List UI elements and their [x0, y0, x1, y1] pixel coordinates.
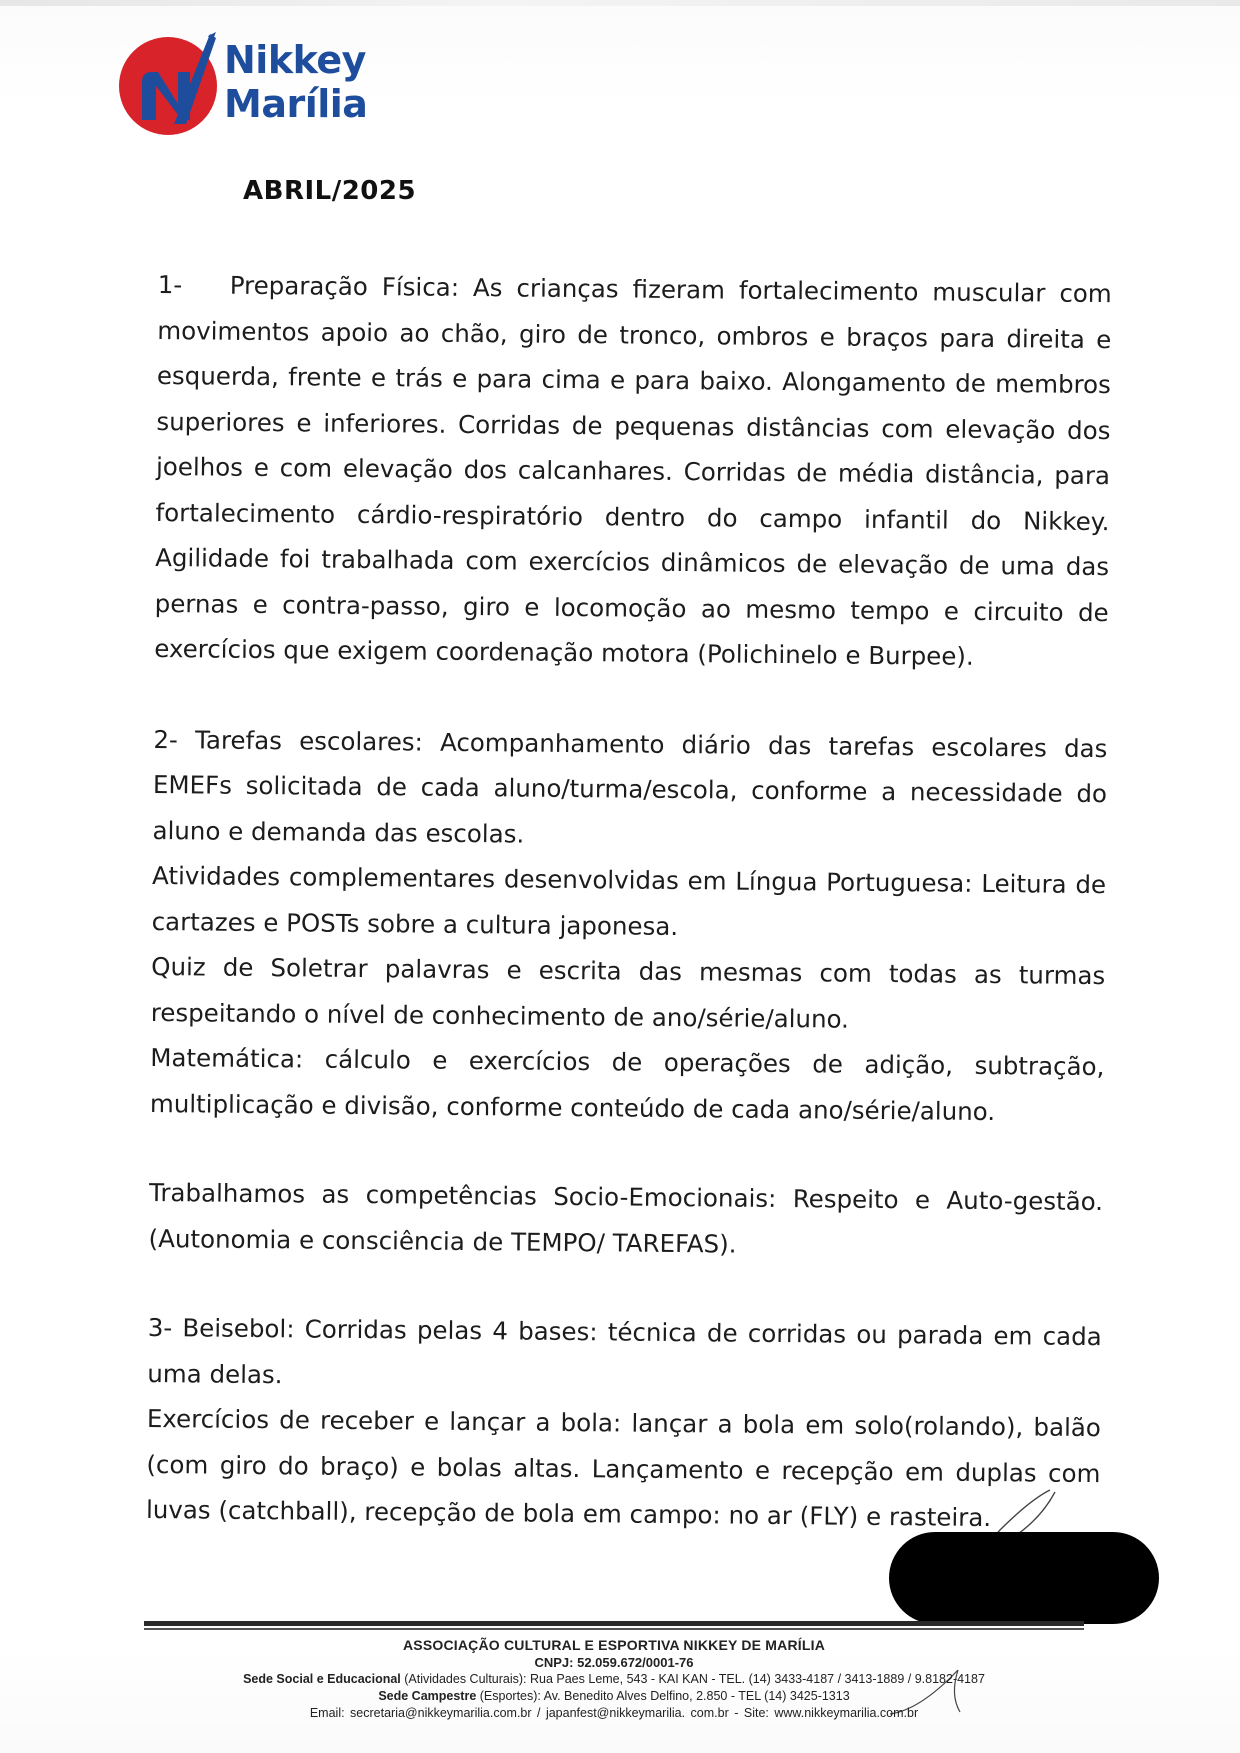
section-1-text: Preparação Física: As crianças fizeram fortalecimento muscular com movimentos apoio ao chão, giro de tronco, ombros e braços para direita e esquerda, frente e trás e para cima e para baixo. Alongamento de membros superiores e inferiores. Corridas de pequenas distâncias com elevação dos joelhos e com elevação dos calcanhares. Corridas de média distância, para fortalecimento cárdio-respiratório dentro do campo infantil do Nikkey. Agilidade foi trabalhada com exercícios dinâmicos de elevação de uma das pernas e contra-passo, giro e locomoção ao mesmo tempo e circuito de exercícios que exigem coordenação motora (Polichinelo e Burpee). — [154, 270, 1112, 671]
section-3-exercises: Exercícios de receber e lançar a bola: lançar a bola em solo(rolando), balão (com giro do braço) e bolas altas. Lançamento e recepção em duplas com luvas (catchball), recepção de bola em campo: no ar (FLY) e rasteira. — [145, 1403, 1101, 1533]
logo-line-1: Nikkey — [224, 38, 366, 82]
footer-sede-campestre-text: (Esportes): Av. Benedito Alves Delfino, 2.850 - TEL (14) 3425-1313 — [476, 1689, 850, 1703]
footer-organization: ASSOCIAÇÃO CULTURAL E ESPORTIVA NIKKEY DE MARÍLIA — [402, 1637, 826, 1653]
section-1-number: 1- — [157, 269, 183, 300]
scan-edge — [0, 0, 1240, 6]
section-3-intro: 3- Beisebol: Corridas pelas 4 bases: técnica de corridas ou parada em cada uma delas. — [147, 1312, 1102, 1389]
footer-divider — [144, 1621, 1084, 1631]
footer-contact-line: Email: secretaria@nikkeymarilia.com.br / japanfest@nikkeymarilia. com.br - Site: www.nikkeymarilia.com.br — [309, 1706, 919, 1720]
section-2-quiz: Quiz de Soletrar palavras e escrita das mesmas com todas as turmas respeitando o nível de conhecimento de ano/série/aluno. — [150, 951, 1106, 1034]
section-1-paragraph — [154, 262, 1112, 681]
footer-sede-social-label: Sede Social e Educacional — [243, 1672, 401, 1686]
nikkey-marilia-logo — [112, 28, 392, 140]
footer-cnpj: CNPJ: 52.059.672/0001-76 — [534, 1655, 694, 1670]
logo-wordmark — [224, 38, 367, 126]
logo-mark-icon — [112, 28, 224, 140]
section-2-portuguese: Atividades complementares desenvolvidas em Língua Portuguesa: Leitura de cartazes e POSTs sobre a cultura japonesa. — [151, 860, 1107, 941]
logo-line-2: Marília — [224, 82, 368, 126]
section-2-math: Matemática: cálculo e exercícios de operações de adição, subtração, multiplicação e divisão, conforme conteúdo de cada ano/série/aluno. — [149, 1042, 1105, 1126]
competencias-paragraph: Trabalhamos as competências Socio-Emocionais: Respeito e Auto-gestão.(Autonomia e consciência de TEMPO/ TAREFAS). — [148, 1177, 1104, 1259]
redaction-box — [889, 1532, 1159, 1624]
page-title: ABRIL/2025 — [243, 176, 417, 206]
footer-sede-social — [144, 1671, 1084, 1688]
footer — [144, 1637, 1084, 1722]
footer-sede-campestre — [144, 1688, 1084, 1705]
footer-sede-campestre-label: Sede Campestre — [378, 1689, 477, 1703]
report-body — [146, 262, 1112, 1542]
section-2-intro: 2- Tarefas escolares: Acompanhamento diário das tarefas escolares das EMEFs solicitada de cada aluno/turma/escola, conforme a necessidade do aluno e demanda das escolas. — [152, 724, 1108, 849]
footer-sede-social-text: (Atividades Culturais): Rua Paes Leme, 543 - KAI KAN - TEL. (14) 3433-4187 / 3413-1889 / 9.8182-4187 — [400, 1672, 985, 1686]
